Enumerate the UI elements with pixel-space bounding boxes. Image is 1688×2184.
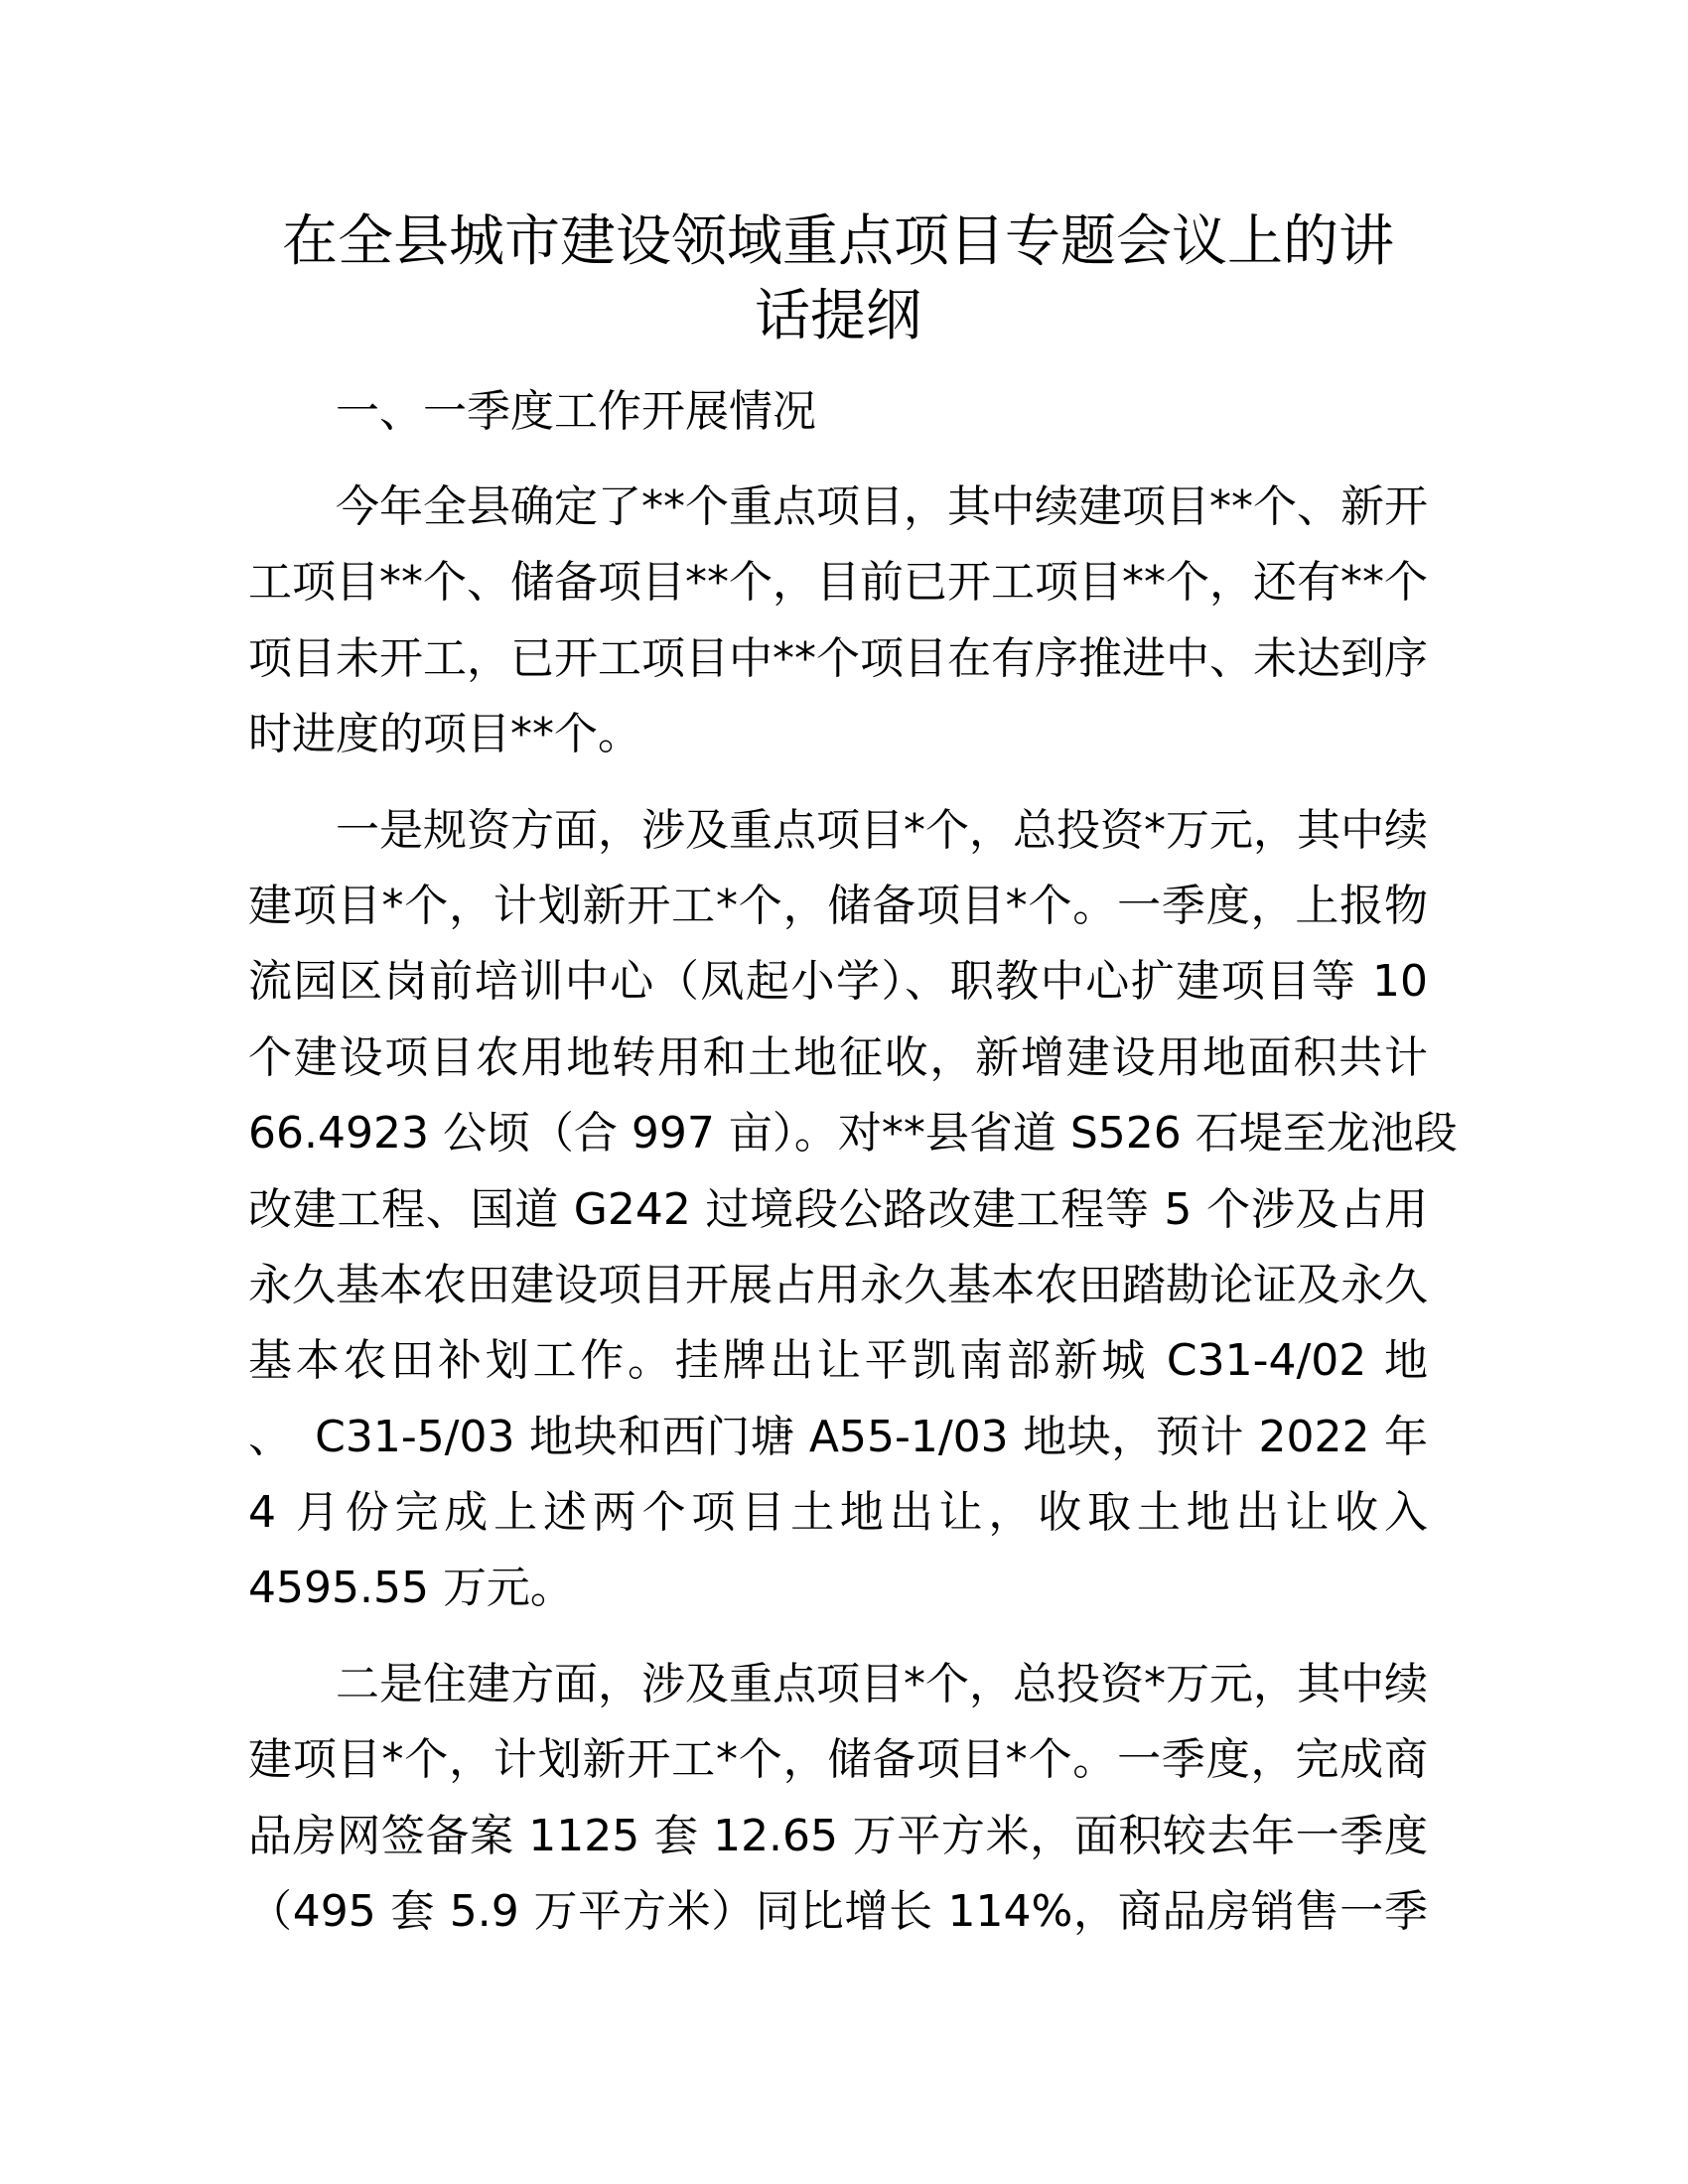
title-line-2: 话提纲: [755, 284, 921, 348]
paragraph-line: 时进度的项目**个。: [248, 709, 641, 760]
paragraph-line: 基本农田补划工作。挂牌出让平凯南部新城 C31-4/02 地: [248, 1335, 1428, 1387]
document-page: [248, 205, 1458, 1950]
paragraph-line: 流园区岗前培训中心（凤起小学）、职教中心扩建项目等 10: [248, 956, 1428, 1008]
paragraph-line: 4 月份完成上述两个项目土地出让，收取土地出让收入: [248, 1487, 1428, 1539]
document-title: [248, 205, 1428, 353]
paragraph-line: 项目未开工，已开工项目中**个项目在有序推进中、未达到序: [248, 632, 1428, 684]
paragraph-line: 建项目*个，计划新开工*个，储备项目*个。一季度，完成商: [248, 1734, 1428, 1786]
paragraph-line: 建项目*个，计划新开工*个，储备项目*个。一季度，上报物: [248, 880, 1428, 931]
paragraph-line: 二是住建方面，涉及重点项目*个，总投资*万元，其中续: [336, 1658, 1428, 1709]
paragraph-line: 、 C31-5/03 地块和西门塘 A55-1/03 地块，预计 2022 年: [248, 1411, 1428, 1462]
paragraph-line: 一是规资方面，涉及重点项目*个，总投资*万元，其中续: [336, 804, 1428, 856]
paragraph-line: 品房网签备案 1125 套 12.65 万平方米，面积较去年一季度: [248, 1810, 1428, 1861]
paragraph-line: 工项目**个、储备项目**个，目前已开工项目**个，还有**个: [248, 557, 1428, 609]
paragraph: [248, 470, 1428, 773]
section-heading: 一、一季度工作开展情况: [336, 386, 816, 437]
paragraph: [248, 793, 1458, 1627]
paragraph-line: 个建设项目农用地转用和土地征收，新增建设用地面积共计: [248, 1031, 1428, 1083]
paragraph-line: 永久基本农田建设项目开展占用永久基本农田踏勘论证及永久: [248, 1259, 1428, 1310]
paragraph: [248, 1647, 1428, 1951]
paragraph-line: 今年全县确定了**个重点项目，其中续建项目**个、新开: [336, 481, 1428, 532]
paragraph-line: （495 套 5.9 万平方米）同比增长 114%，商品房销售一季: [248, 1886, 1428, 1938]
paragraph-line: 4595.55 万元。: [248, 1563, 574, 1614]
paragraph-line: 66.4923 公顷（合 997 亩）。对**县省道 S526 石堤至龙池段: [248, 1108, 1458, 1160]
paragraph-line: 改建工程、国道 G242 过境段公路改建工程等 5 个涉及占用: [248, 1183, 1428, 1235]
title-line-1: 在全县城市建设领域重点项目专题会议上的讲: [282, 209, 1394, 274]
